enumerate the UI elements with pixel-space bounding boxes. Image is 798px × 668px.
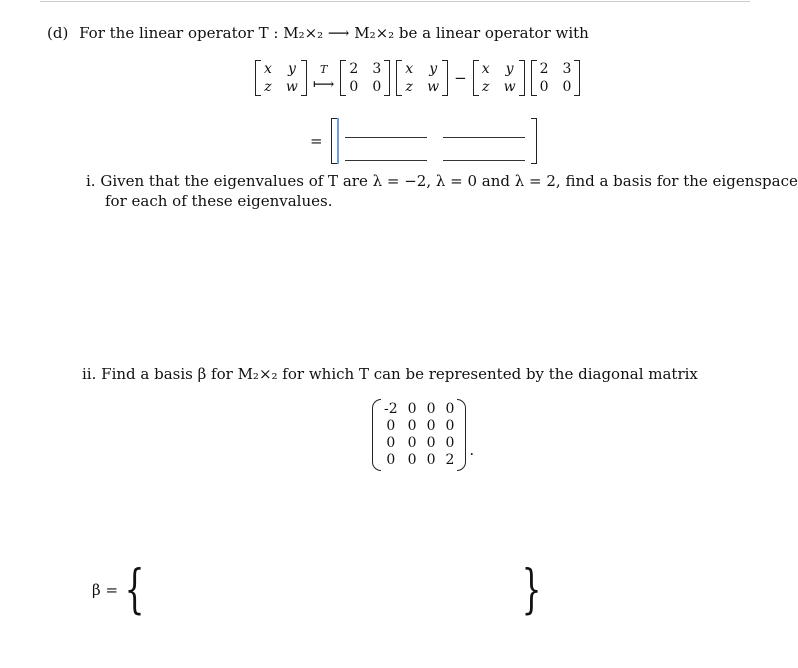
- answer-blank-12[interactable]: [443, 121, 525, 138]
- result-matrix-row: [310, 118, 537, 164]
- top-divider: [40, 1, 750, 2]
- maps-to-arrow-glyph: ⟼: [312, 75, 335, 93]
- answer-blank-22[interactable]: [443, 144, 525, 161]
- cell: 0: [349, 79, 359, 95]
- beta-label: β =: [92, 581, 119, 599]
- cell: 0: [562, 79, 572, 95]
- cell: y: [287, 61, 296, 77]
- cell: x: [481, 61, 490, 77]
- close-brace: }: [521, 560, 542, 620]
- cell: y: [505, 61, 514, 77]
- cell: 3: [562, 61, 572, 77]
- var-matrix: [255, 60, 307, 96]
- open-brace: {: [124, 560, 145, 620]
- diag-cell: 0: [426, 452, 436, 468]
- part-d-heading: [47, 24, 589, 42]
- diag-cell: 0: [386, 418, 396, 434]
- var-matrix: [396, 60, 448, 96]
- diag-cell: 0: [407, 401, 417, 417]
- map-label: T: [319, 63, 328, 76]
- diag-cell: 0: [386, 452, 396, 468]
- cell: z: [264, 79, 272, 95]
- diag-cell: 0: [445, 401, 455, 417]
- period: .: [469, 441, 475, 459]
- part-i-line2: for each of these eigenvalues.: [105, 192, 333, 210]
- diag-cell: 0: [445, 435, 455, 451]
- operator-definition: [255, 60, 580, 96]
- basis-answer: [92, 560, 548, 620]
- part-i-text: Given that the eigenvalues of T are λ = −2, λ = 0 and λ = 2, find a basis for the eigenspace: [100, 172, 798, 190]
- diag-cell: 0: [426, 418, 436, 434]
- cell: w: [427, 79, 440, 95]
- diag-cell: 0: [426, 435, 436, 451]
- cell: x: [264, 61, 272, 77]
- diag-cell: 0: [407, 418, 417, 434]
- answer-blank-11[interactable]: [345, 121, 427, 138]
- cell: 2: [349, 61, 359, 77]
- cell: 0: [372, 79, 382, 95]
- diag-cell: 0: [386, 435, 396, 451]
- part-i-line1: [86, 172, 798, 190]
- cell: 3: [372, 61, 382, 77]
- cell: 0: [539, 79, 549, 95]
- part-label: ii.: [82, 365, 97, 383]
- answer-blank-21[interactable]: [345, 144, 427, 161]
- answer-matrix: [331, 118, 537, 164]
- part-label: i.: [86, 172, 96, 190]
- cell: w: [285, 79, 298, 95]
- cell: 2: [539, 61, 549, 77]
- var-matrix: [473, 60, 525, 96]
- cell: x: [405, 61, 414, 77]
- part-ii-text: Find a basis β for M₂×₂ for which T can be represented by the diagonal matrix: [101, 365, 698, 383]
- equals-sign: =: [310, 132, 323, 150]
- part-label: (d): [47, 24, 69, 42]
- cell: y: [429, 61, 438, 77]
- cell: w: [503, 79, 516, 95]
- diag-cell: -2: [384, 401, 398, 417]
- a-matrix: [340, 60, 390, 96]
- diag-cell: 2: [445, 452, 455, 468]
- part-ii-heading: [82, 365, 698, 383]
- cell: z: [405, 79, 413, 95]
- diagonal-matrix: [372, 399, 474, 471]
- cell: z: [481, 79, 490, 95]
- maps-to-arrow: [313, 63, 335, 93]
- part-d-text: For the linear operator T : M₂×₂ ⟶ M₂×₂ be a linear operator with: [79, 24, 589, 42]
- minus-sign: −: [454, 69, 467, 87]
- a-matrix: [531, 60, 581, 96]
- diag-cell: 0: [407, 435, 417, 451]
- diag-cell: 0: [407, 452, 417, 468]
- diag-cell: 0: [445, 418, 455, 434]
- diag-cell: 0: [426, 401, 436, 417]
- basis-input[interactable]: [161, 574, 505, 606]
